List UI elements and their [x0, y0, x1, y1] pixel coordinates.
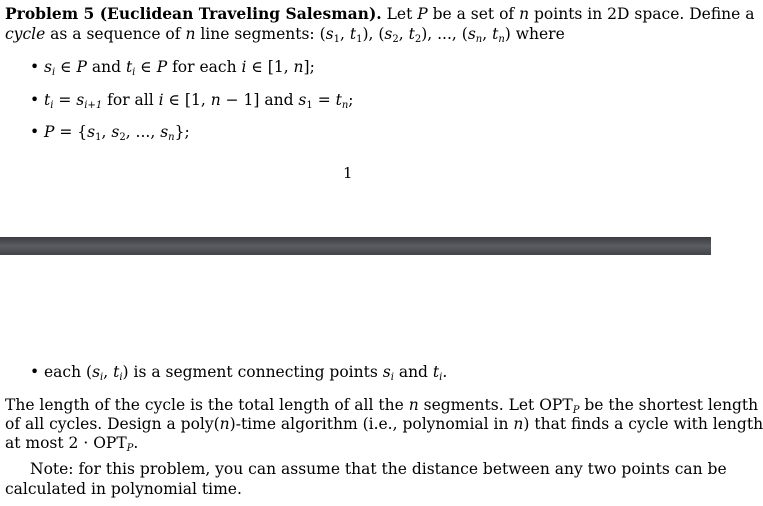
- problem-heading-line: [5, 4, 754, 24]
- page-number: 1: [343, 164, 353, 182]
- paragraph-line-2: of all cycles. Design a poly(n)-time algorithm (i.e., polynomial in n) that finds a cycle with length: [5, 415, 763, 433]
- note-line-1: Note: for this problem, you can assume that the distance between any two points can be: [30, 460, 727, 478]
- problem-heading: Problem 5 (Euclidean Traveling Salesman).: [5, 4, 382, 23]
- page-separator: [0, 237, 711, 255]
- paragraph-line-3: at most $2 \cdot OPT_P$.: [5, 434, 139, 454]
- bullet-3: • $P = \{s_1$, $s_2$, ..., $s_n$};: [30, 123, 190, 143]
- paragraph-line-1: The length of the cycle is the total length of all the n segments. Let $OPT_P$ be the shortest length: [5, 396, 759, 416]
- bullet-2: • $t_i = s_{i+1}$ for all i ∈ [1, n − 1] and $s_1 = t_n$;: [30, 91, 354, 111]
- bullet-1: • $s_i$ ∈ P and $t_i$ ∈ P for each i ∈ [1, n];: [30, 58, 315, 78]
- definition-line: cycle as a sequence of n line segments: ($s_1$, $t_1$), ($s_2$, $t_2$), ..., ($s_n$, $t_n$) where: [5, 25, 565, 45]
- intro-text: Let P be a set of n points in 2D space. Define a: [381, 5, 755, 23]
- note-line-2: calculated in polynomial time.: [5, 480, 242, 498]
- bullet-4: • each ($s_i$, $t_i$) is a segment connecting points $s_i$ and $t_i$.: [30, 363, 448, 383]
